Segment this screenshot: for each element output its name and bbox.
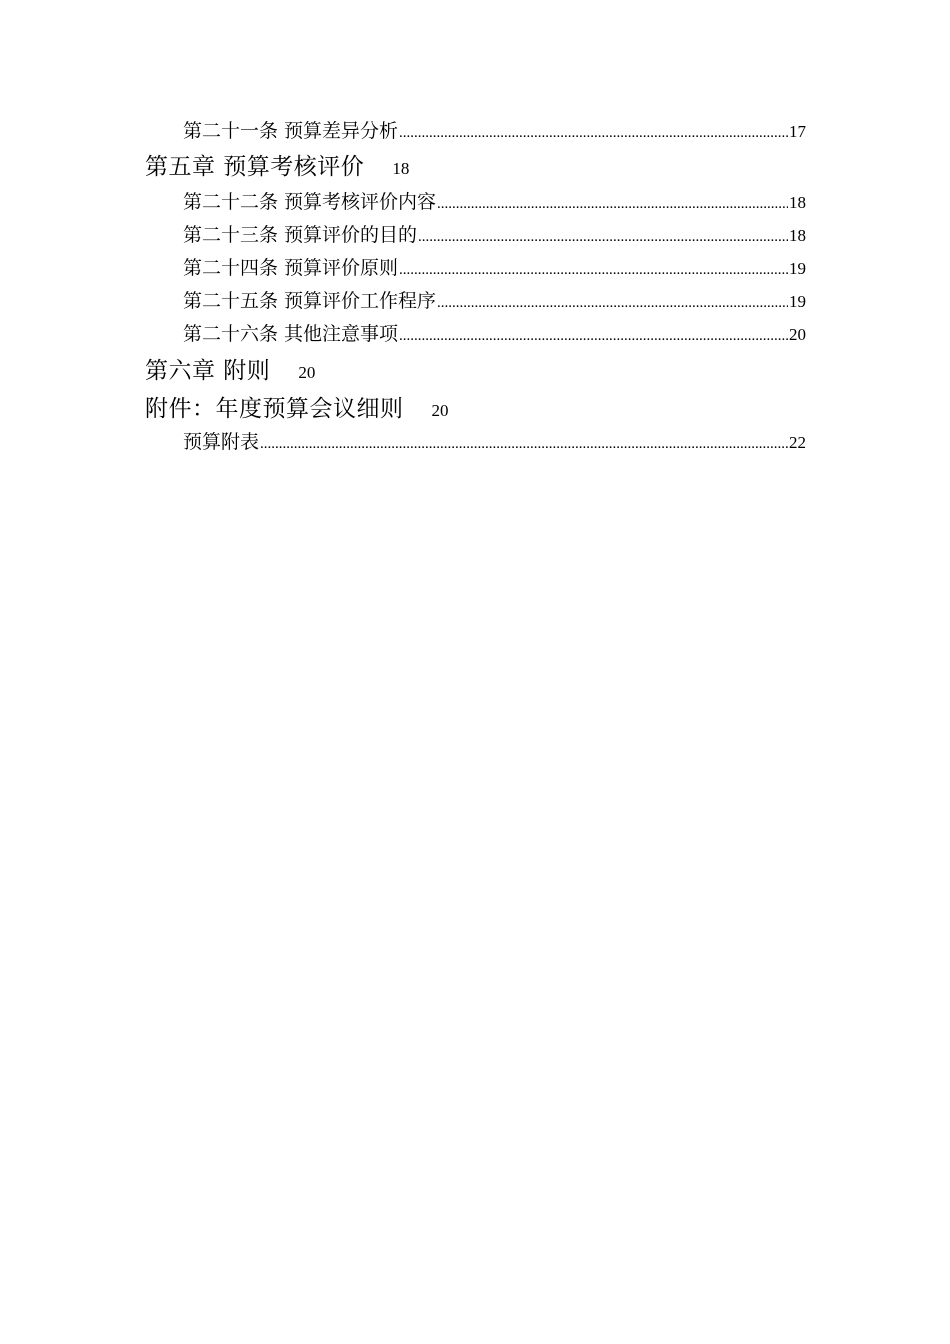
toc-entry-title: 第二十三条 预算评价的目的 [183, 224, 418, 246]
dot-leader [437, 196, 788, 213]
toc-entry-title: 第六章 附则 [145, 358, 271, 384]
dot-leader [418, 229, 788, 246]
dot-leader [399, 262, 788, 279]
toc-entry-page-number: 17 [789, 122, 806, 141]
toc-entry-title: 第二十二条 预算考核评价内容 [183, 191, 437, 213]
toc-entry-budget-tables[interactable] [183, 427, 806, 454]
toc-entry-page-number: 22 [789, 433, 806, 452]
toc-entry-title: 第二十五条 预算评价工作程序 [183, 290, 437, 312]
toc-entry-article-21[interactable] [183, 116, 806, 143]
dot-leader [399, 328, 788, 345]
toc-entry-title: 第五章 预算考核评价 [145, 154, 365, 180]
toc-entry-article-26[interactable] [183, 319, 806, 346]
toc-entry-page-number: 19 [789, 292, 806, 311]
toc-entry-page-number: 20 [789, 325, 806, 344]
toc-entry-page-number: 18 [789, 193, 806, 212]
toc-entry-title: 附件：年度预算会议细则 [145, 396, 404, 422]
toc-entry-title: 第二十六条 其他注意事项 [183, 323, 399, 345]
toc-entry-page-number: 19 [789, 259, 806, 278]
toc-entry-chapter-5[interactable] [145, 148, 409, 181]
toc-entry-page-number: 18 [392, 159, 410, 178]
toc-entry-page-number: 20 [431, 401, 449, 420]
toc-entry-title: 第二十一条 预算差异分析 [183, 120, 399, 142]
dot-leader [399, 125, 788, 142]
toc-entry-article-22[interactable] [183, 187, 806, 214]
dot-leader [260, 436, 788, 453]
toc-entry-appendix[interactable] [145, 390, 449, 423]
dot-leader [437, 295, 788, 312]
toc-entry-title: 预算附表 [183, 431, 260, 453]
toc-entry-chapter-6[interactable] [145, 352, 315, 385]
toc-entry-title: 第二十四条 预算评价原则 [183, 257, 399, 279]
toc-entry-page-number: 18 [789, 226, 806, 245]
toc-entry-page-number: 20 [298, 363, 316, 382]
toc-entry-article-23[interactable] [183, 220, 806, 247]
toc-entry-article-24[interactable] [183, 253, 806, 280]
toc-entry-article-25[interactable] [183, 286, 806, 313]
